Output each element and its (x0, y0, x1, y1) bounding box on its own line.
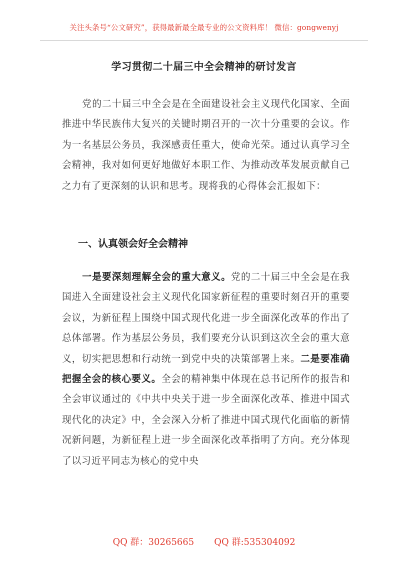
section-heading: 一、认真领会好全会精神 (78, 239, 188, 250)
intro-paragraph-text: 党的二十届三中全会是在全面建设社会主义现代化国家、全面推进中华民族伟大复兴的关键时期召开的一次十分重要的会议。作为一名基层公务员，我深感责任重大，使命光荣。通过认真学习全会精神，我对如何更好地做好本职工作、为推动改革发展贡献自己之力有了更深刻的认识和思考。现将我的心得体会汇报如下： (62, 99, 350, 192)
header-banner: 关注头条号“公文研究”，获得最新最全最专业的公文资料库！ 微信：gongwenyj (69, 23, 339, 32)
section-lead-2: 二是要准确把握全会的核心要义。 (62, 353, 350, 386)
section-text-2: 全会的精神集中体现在总书记所作的报告和全会审议通过的《中共中央关于进一步全面深化改革、推进中国式现代化的决定》中，全会深入分析了推进中国式现代化面临的新情况新问题，为新征程上进一步全面深化改革指明了方向。充分体现了以习近平同志为核心的党中央 (62, 374, 350, 467)
footer-qq-group-2: QQ 群:535304092 (214, 538, 296, 548)
section-text-1: 党的二十届三中全会是在我国进入全面建设社会主义现代化国家新征程的重要时刻召开的重要会议，为新征程上围绕中国式现代化进一步全面深化改革的作出了总体部署。作为基层公务员，我们要充分认识到这次全会的重大意义，切实把思想和行动统一到党中央的决策部署上来。 (62, 272, 350, 365)
footer-qq-group-1: QQ 群：30265665 (112, 538, 195, 548)
header-divider (40, 40, 368, 41)
section-lead-1: 一是要深刻理解全会的重大意义。 (82, 272, 232, 283)
document-title: 学习贯彻二十届三中全会精神的研讨发言 (111, 62, 297, 73)
section-paragraph (62, 268, 350, 472)
intro-paragraph (62, 95, 350, 197)
footer-contact (0, 535, 408, 548)
